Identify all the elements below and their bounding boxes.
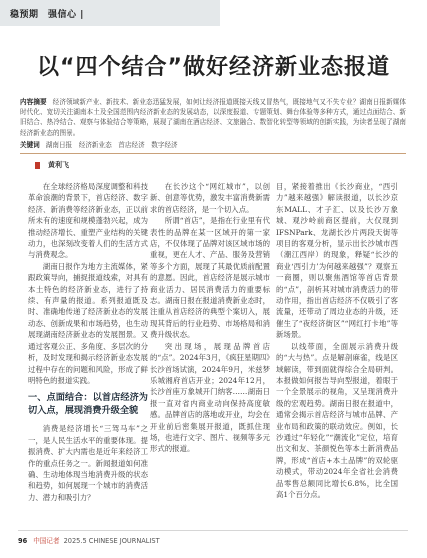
section-heading: 一、点面结合：以首店经济为切入点，展现消费升级全貌 [28, 392, 148, 416]
article-title: 以“四个结合”做好经济新业态报道 [37, 55, 390, 80]
footer-divider [18, 530, 408, 531]
body-paragraph: 在长沙这个“网红城市”，以创新、创意等优势，激发丰富消费新需求的首店经济，是一个切入点。 [150, 182, 270, 214]
abstract-divider [20, 153, 406, 154]
section-tag-bar [0, 0, 220, 26]
body-paragraph: 突出现场，展现品牌首店的“点”。2024年3月，《疯狂星期四》长沙首场试演，2024年9月，米兹梦乐城湘府首店开业；2024年12月，长沙首座万象城开门纳客……湖南日报一直对省内商业动向保持高度敏感。品牌首店的落地或开业，均会在开业前后密集展开报道，既抓住现场，也进行文字、图片、视频等多元形式的报道。 [150, 341, 270, 454]
abstract-text: 经济领域新产业、新技术、新业态迅猛发展，如何让经济报道既接天线又冒热气，既接地气又不失专业？湖南日报新媒体时代化、宽切关注湖南本土及全国范围内经济新业态的发展动态，以深度报道、专题策划、舞台体验等多种方式，通过点面结合、新旧结合、热冷结合、观察与体验结合等策略，展现了湖南在酒店经济、文旅融合、数智化转型等领域的创新实践，为读者呈现了湖南经济新业态的图景。 [20, 98, 406, 137]
page-number: 96 [18, 537, 28, 545]
keywords-line [20, 140, 406, 150]
journal-issue: 2025.5 CHINESE JOURNALIST [63, 537, 160, 545]
page-footer [18, 535, 160, 545]
body-paragraph: 消费是经济增长“三驾马车”之一，是人民生活水平的重要体现。提振消费、扩大内需也是近年来经济工作的重点任务之一。新闻报道如何准确、生动地体现当地消费升级的状态和趋势，如何展现一个城市的消费活力、潜力和吸引力？ [28, 424, 148, 502]
body-column-2 [150, 181, 270, 455]
keywords-label: 关键词 [20, 140, 40, 149]
abstract-paragraph [20, 97, 406, 138]
author-marker [35, 162, 40, 169]
abstract-label: 内容摘要 [20, 98, 47, 106]
section-authors: 稳预期 强信心 | [10, 10, 84, 20]
body-paragraph: 以线带面，全面展示消费升级的“大与热”。点是解剖麻雀，线是区域解读，带到面就得综合全局研判。本报做如何报告导向型报道，着眼于一个全景展示的视角，又呈现消费升级的宏观趋势。湖南日报在报道中，通常会揭示首店经济与城市品牌、产业布局和政策的联动效应。例如，长沙通过“年轻化”“潮流化”定位，培育出文和友、茶颜悦色等本土新消费品牌，形成“首店+本土品牌”的双轮驱动模式，带动2024年全省社会消费品零售总额同比增长6.8%，比全国高1个百分点。 [276, 341, 398, 499]
keywords-text: 湖南日报 经济新业态 首店经济 数字经济 [45, 140, 178, 149]
body-column-3 [276, 181, 398, 500]
body-paragraph: 目，紧接着推出《长沙商业，“西引力”越来越强》解读报道，以长沙京东MALL、才子汇、以及长沙万象城、观沙岭前商区提前，大仅现到IFSNPark、龙湖长沙片两段天街等项目的客观分析，显示出长沙城市西（潮江西岸）的现象，释疑“长沙的商业‘西引力’为何越来越强”？观察五一商圈，则以聚焦酒馆等首店背景的“点”，剖析其对城市消费活力的带动作用，指出首店经济不仅吸引了客流量，还带动了周边业态的升级，还催生了“夜经济街区”“网红打卡地”等新场景。 [276, 182, 398, 340]
author-name: 黄利飞 [48, 161, 69, 169]
journal-brand: 中国记者 [33, 537, 60, 545]
abstract-block [20, 97, 406, 150]
body-paragraph: 在全球经济格局深度调整和科技革命浪潮的背景下，首店经济、数字经济、新消费等经济新业态，正以前所未有的速度和规模蓬勃兴起，成为推动经济增长、重塑产业结构的关键动力，也深刻改变着人们的生活方式与消费观念。 [28, 182, 148, 260]
body-paragraph: 湖南日报作为地方主流媒体，紧跟政策导向，捕捉报道线索，对具有本土特色的经济新业态，进行了持续、有声量的报道。系列报道既及时、准确地传递了经济新业态的发展动态、创新成果和市场趋势，也生动展现湖南经济新业态的发展图景。又通过客观公正、多角度、多层次的分析，及时发现和揭示经济新业态发展过程中存在的问题和风险，形成了鲜明特色的报道实践。 [28, 261, 148, 385]
body-column-1 [28, 181, 148, 503]
body-paragraph: 所谓“首店”，是指在行业里有代表性的品牌在某一区域开的第一家店，不仅体现了品牌对该区域市场的重视，更在人才、产品、服务及营销等多个方面，展现了其最优质前配置的意愿。因此，首店经济是展示城市商业活力、居民消费活力的重要标志。湖南日报在报道消费新业态时，注重从首店经济的典型个案切入，展现其背后的行业趋势、市场格局和消费升级状态。 [150, 216, 270, 340]
